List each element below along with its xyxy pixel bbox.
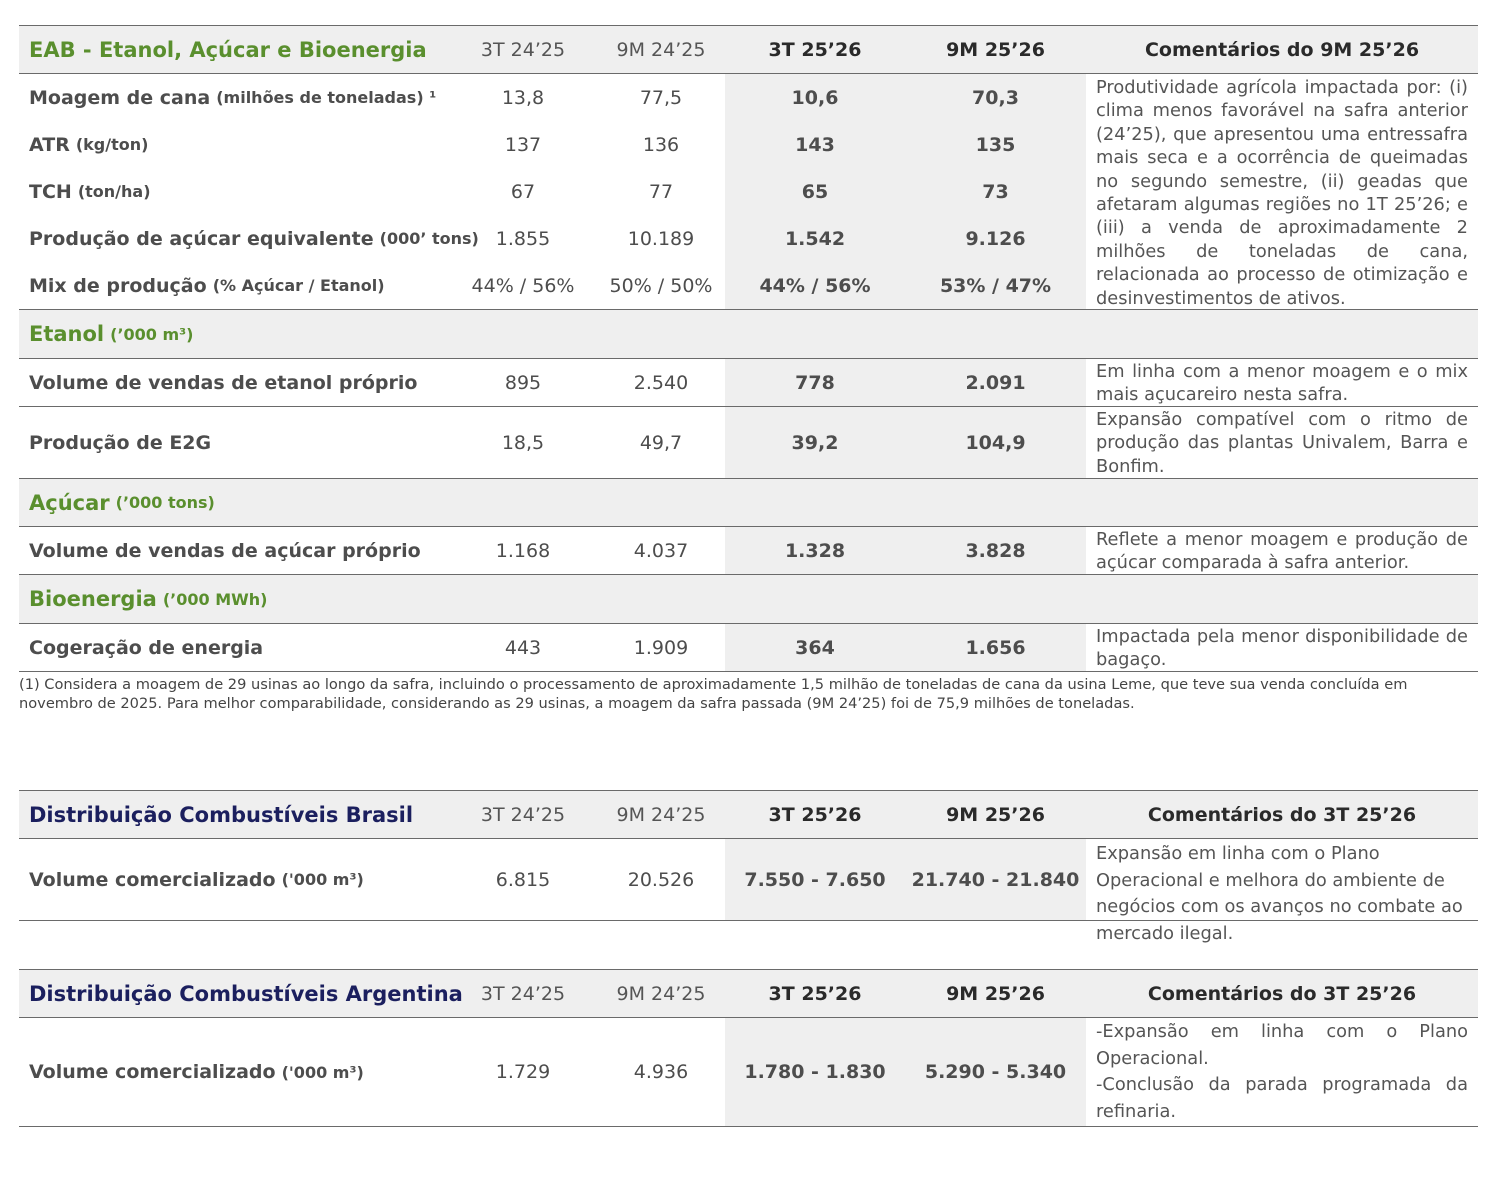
brasil-comment: Expansão em linha com o Plano Operacional e melhora do ambiente de negócios com os avanços no combate ao mercado ilegal.	[1096, 843, 1463, 944]
value-cell: 53% / 47%	[939, 274, 1052, 297]
row-comment: Em linha com a menor moagem e o mix mais açucareiro nesta safra.	[1096, 361, 1468, 406]
section-unit: (’000 MWh)	[162, 589, 268, 609]
brasil-header-row	[19, 791, 1478, 838]
value-cell: 1.909	[633, 636, 689, 659]
row-unit: (000’ tons)	[379, 229, 479, 248]
value-cell: 65	[801, 180, 829, 203]
col-header-9m-2526: 9M 25’26	[946, 38, 1045, 61]
value-cell: 44% / 56%	[471, 274, 575, 297]
col-header-9m-2526: 9M 25’26	[946, 982, 1045, 1005]
value-cell: 895	[504, 371, 542, 394]
value-cell: 1.542	[784, 227, 846, 250]
value-cell: 21.740 - 21.840	[911, 868, 1080, 891]
value-cell: 1.855	[495, 227, 551, 250]
col-header-9m-2425: 9M 24’25	[616, 38, 706, 61]
col-header-9m-2526: 9M 25’26	[946, 803, 1045, 826]
col-header-9m-2425: 9M 24’25	[616, 803, 706, 826]
value-cell: 5.290 - 5.340	[924, 1061, 1067, 1083]
footnote: (1) Considera a moagem de 29 usinas ao longo da safra, incluindo o processamento de aproximadamente 1,5 milhão de toneladas de cana da usina Leme, que teve sua venda concluída em novembro de 2025. Para melhor comparabilidade, considerando as 29 usinas, a moagem da safra passada (9M 24’25) foi de 75,9 milhões de toneladas.	[19, 676, 1408, 712]
section-unit: (’000 m³)	[110, 324, 194, 344]
row-label: Produção de açúcar equivalente	[29, 227, 374, 250]
col-header-9m-2425: 9M 24’25	[616, 982, 706, 1005]
value-cell: 10.189	[627, 227, 695, 250]
argentina-title: Distribuição Combustíveis Argentina	[29, 981, 463, 1006]
value-cell: 18,5	[501, 431, 545, 454]
value-cell: 143	[795, 133, 835, 156]
value-cell: 67	[510, 180, 536, 203]
row-comment: Expansão compatível com o ritmo de produção das plantas Univalem, Barra e Bonfim.	[1096, 409, 1468, 477]
col-header-3t-2526: 3T 25’26	[768, 803, 862, 826]
row-comment: Reflete a menor moagem e produção de açúcar comparada à safra anterior.	[1096, 529, 1468, 574]
row-label: Volume de vendas de etanol próprio	[29, 371, 418, 394]
row-unit: (kg/ton)	[75, 135, 149, 154]
value-cell: 104,9	[965, 431, 1026, 454]
value-cell: 13,8	[501, 86, 545, 109]
comment-line: -Expansão em linha com o Plano Operacional.	[1096, 1021, 1468, 1069]
row-unit: (ton/ha)	[77, 182, 151, 201]
value-cell: 1.168	[495, 539, 551, 562]
section-header-acucar	[19, 479, 1478, 526]
section-header-bioenergia	[19, 575, 1478, 623]
value-cell: 20.526	[627, 868, 695, 891]
brasil-title: Distribuição Combustíveis Brasil	[29, 802, 414, 827]
value-cell: 77,5	[639, 86, 683, 109]
value-cell: 1.328	[784, 539, 846, 562]
value-cell: 2.540	[633, 371, 689, 394]
row-label: Cogeração de energia	[29, 636, 264, 659]
row-label: Volume de vendas de açúcar próprio	[29, 539, 421, 562]
value-cell: 50% / 50%	[609, 274, 713, 297]
argentina-comment	[1096, 1019, 1468, 1125]
value-cell: 136	[642, 133, 680, 156]
argentina-header-row	[19, 970, 1478, 1017]
eab-header-row	[19, 26, 1478, 73]
col-header-3t-2526: 3T 25’26	[768, 982, 862, 1005]
value-cell: 49,7	[639, 431, 683, 454]
row-label: Mix de produção	[29, 274, 207, 297]
value-cell: 2.091	[965, 371, 1026, 394]
value-cell: 1.729	[495, 1061, 551, 1083]
col-header-3t-2425: 3T 24’25	[480, 803, 566, 826]
row-unit: (% Açúcar / Etanol)	[212, 276, 385, 295]
comment-header: Comentários do 3T 25’26	[1147, 982, 1417, 1005]
eab-title: EAB - Etanol, Açúcar e Bioenergia	[29, 37, 427, 62]
value-cell: 443	[504, 636, 542, 659]
value-cell: 364	[795, 636, 835, 659]
value-cell: 135	[975, 133, 1016, 156]
eab-comment: Produtividade agrícola impactada por: (i) clima menos favorável na safra anterior (24’25), que apresentou uma entressafra mais seca e a ocorrência de queimadas no segundo semestre, (ii) geadas que afetaram algumas regiões no 1T 25’26; e (iii) a venda de aproximadamente 2 milhões de toneladas de cana, relacionada ao processo de otimização e desinvestimentos de ativos.	[1096, 77, 1468, 309]
value-cell: 73	[982, 180, 1009, 203]
value-cell: 7.550 - 7.650	[744, 868, 886, 891]
value-cell: 6.815	[495, 868, 551, 891]
section-header-etanol	[19, 310, 1478, 358]
comment-header: Comentários do 9M 25’26	[1144, 38, 1420, 61]
value-cell: 10,6	[791, 86, 839, 109]
col-header-3t-2526: 3T 25’26	[768, 38, 862, 61]
value-cell: 9.126	[965, 227, 1026, 250]
comment-header: Comentários do 3T 25’26	[1147, 803, 1417, 826]
row-unit: ('000 m³)	[281, 870, 364, 889]
section-title: Açúcar	[29, 490, 110, 515]
value-cell: 70,3	[972, 86, 1019, 109]
row-label: ATR	[29, 133, 70, 156]
section-unit: (’000 tons)	[115, 493, 215, 512]
section-title: Etanol	[29, 322, 105, 346]
row-unit: (milhões de toneladas) ¹	[216, 88, 437, 107]
comment-line: -Conclusão da parada programada da refinaria.	[1096, 1074, 1468, 1122]
value-cell: 1.780 - 1.830	[744, 1061, 886, 1083]
value-cell: 1.656	[965, 636, 1026, 659]
row-label: Produção de E2G	[29, 431, 212, 454]
value-cell: 4.037	[633, 539, 689, 562]
row-unit: ('000 m³)	[281, 1062, 364, 1082]
row-label: Moagem de cana	[29, 86, 211, 109]
value-cell: 4.936	[633, 1061, 689, 1083]
value-cell: 39,2	[791, 431, 839, 454]
col-header-3t-2425: 3T 24’25	[480, 982, 566, 1005]
value-cell: 137	[504, 133, 542, 156]
value-cell: 44% / 56%	[759, 274, 871, 297]
col-header-3t-2425: 3T 24’25	[480, 38, 566, 61]
row-comment: Impactada pela menor disponibilidade de bagaço.	[1096, 626, 1468, 671]
value-cell: 778	[795, 371, 835, 394]
value-cell: 3.828	[965, 539, 1026, 562]
row-label: Volume comercializado	[29, 868, 276, 891]
value-cell: 77	[648, 180, 674, 203]
section-title: Bioenergia	[29, 587, 157, 611]
row-label: TCH	[29, 180, 72, 203]
row-label: Volume comercializado	[29, 1061, 276, 1083]
